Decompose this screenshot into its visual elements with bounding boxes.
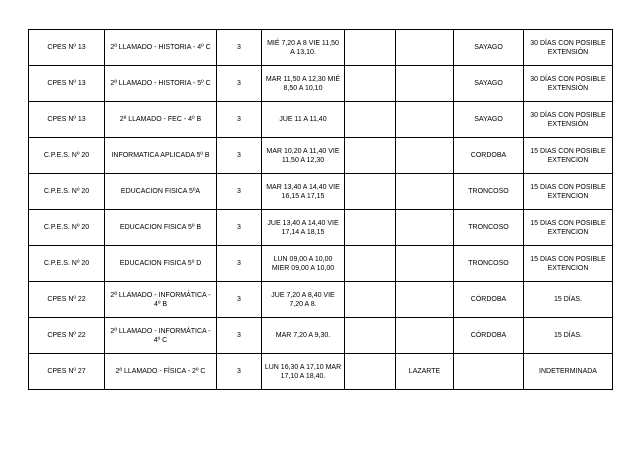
schedule-cell: MAR 11,50 A 12,30 MIÉ 8,50 A 10,10	[262, 66, 345, 102]
institution-cell: C.P.E.S. Nº 20	[29, 174, 105, 210]
duration-cell: 15 DIAS CON POSIBLE EXTENCION	[524, 174, 613, 210]
institution-cell: CPES Nº 22	[29, 318, 105, 354]
location-cell: SAYAGO	[454, 102, 524, 138]
duration-cell: 15 DIAS CON POSIBLE EXTENCION	[524, 246, 613, 282]
duration-cell: INDETERMINADA	[524, 354, 613, 390]
blank-cell	[345, 246, 396, 282]
institution-cell: CPES Nº 13	[29, 102, 105, 138]
table-row	[29, 318, 613, 354]
location-cell: TRONCOSO	[454, 210, 524, 246]
location-cell: SAYAGO	[454, 30, 524, 66]
institution-cell: CPES Nº 13	[29, 30, 105, 66]
hours-cell: 3	[217, 282, 262, 318]
table-row	[29, 210, 613, 246]
blank-cell	[345, 30, 396, 66]
table-row	[29, 246, 613, 282]
schedule-cell: JUE 13,40 A 14,40 VIE 17,14 A 18,15	[262, 210, 345, 246]
table-row	[29, 102, 613, 138]
subject-cell: EDUCACION FISICA 5º D	[105, 246, 217, 282]
location-cell: CORDOBA	[454, 138, 524, 174]
subject-cell: 2ª LLAMADO - HISTORIA - 5º C	[105, 66, 217, 102]
hours-cell: 3	[217, 354, 262, 390]
substitute-cell	[396, 282, 454, 318]
duration-cell: 15 DÍAS.	[524, 282, 613, 318]
schedule-cell: MAR 7,20 A 9,30.	[262, 318, 345, 354]
substitute-cell	[396, 66, 454, 102]
location-cell: CÓRDOBA	[454, 282, 524, 318]
schedule-cell: MAR 10,20 A 11,40 VIE 11,50 A 12,30	[262, 138, 345, 174]
blank-cell	[345, 354, 396, 390]
blank-cell	[345, 102, 396, 138]
substitute-cell	[396, 102, 454, 138]
table-row	[29, 138, 613, 174]
subject-cell: 2ª LLAMADO - HISTORIA - 4º C	[105, 30, 217, 66]
subject-cell: 2ª LLAMADO - INFORMÁTICA - 4º B	[105, 282, 217, 318]
institution-cell: CPES Nº 27	[29, 354, 105, 390]
hours-cell: 3	[217, 30, 262, 66]
blank-cell	[345, 318, 396, 354]
blank-cell	[345, 282, 396, 318]
table-body	[29, 30, 613, 390]
duration-cell: 15 DÍAS.	[524, 318, 613, 354]
location-cell: TRONCOSO	[454, 246, 524, 282]
hours-cell: 3	[217, 138, 262, 174]
schedule-cell: LUN 16,30 A 17,10 MAR 17,10 A 18,40.	[262, 354, 345, 390]
subject-cell: 2ª LLAMADO - INFORMÁTICA - 4º C	[105, 318, 217, 354]
substitute-cell	[396, 138, 454, 174]
institution-cell: C.P.E.S. Nº 20	[29, 138, 105, 174]
hours-cell: 3	[217, 318, 262, 354]
subject-cell: EDUCACION FISICA 5ºA	[105, 174, 217, 210]
duration-cell: 30 DÍAS CON POSIBLE EXTENSIÓN	[524, 102, 613, 138]
location-cell: SAYAGO	[454, 66, 524, 102]
substitute-cell	[396, 318, 454, 354]
location-cell: CÓRDOBA	[454, 318, 524, 354]
table-row	[29, 354, 613, 390]
substitute-cell	[396, 246, 454, 282]
schedule-cell: MIÉ 7,20 A 8 VIE 11,50 A 13,10.	[262, 30, 345, 66]
subject-cell: 2ª LLAMADO - FÍSICA - 2º C	[105, 354, 217, 390]
institution-cell: C.P.E.S. Nº 20	[29, 246, 105, 282]
subject-cell: 2ª LLAMADO - FEC - 4º B	[105, 102, 217, 138]
substitute-cell	[396, 210, 454, 246]
hours-cell: 3	[217, 102, 262, 138]
blank-cell	[345, 174, 396, 210]
blank-cell	[345, 66, 396, 102]
institution-cell: C.P.E.S. Nº 20	[29, 210, 105, 246]
subject-cell: INFORMATICA APLICADA 5º B	[105, 138, 217, 174]
schedule-cell: MAR 13,40 A 14,40 VIE 16,15 A 17,15	[262, 174, 345, 210]
duration-cell: 15 DIAS CON POSIBLE EXTENCION	[524, 210, 613, 246]
institution-cell: CPES Nº 22	[29, 282, 105, 318]
substitute-cell: LAZARTE	[396, 354, 454, 390]
subject-cell: EDUCACION FISICA 5º B	[105, 210, 217, 246]
table-row	[29, 30, 613, 66]
vacancy-table	[28, 29, 613, 390]
location-cell	[454, 354, 524, 390]
duration-cell: 30 DÍAS CON POSIBLE EXTENSIÓN	[524, 66, 613, 102]
schedule-cell: JUE 11 A 11,40	[262, 102, 345, 138]
hours-cell: 3	[217, 174, 262, 210]
table-row	[29, 282, 613, 318]
substitute-cell	[396, 174, 454, 210]
hours-cell: 3	[217, 210, 262, 246]
institution-cell: CPES Nº 13	[29, 66, 105, 102]
duration-cell: 30 DÍAS CON POSIBLE EXTENSIÓN	[524, 30, 613, 66]
table-row	[29, 66, 613, 102]
hours-cell: 3	[217, 66, 262, 102]
blank-cell	[345, 138, 396, 174]
schedule-cell: LUN 09,00 A 10,00 MIER 09,00 A 10,00	[262, 246, 345, 282]
hours-cell: 3	[217, 246, 262, 282]
schedule-cell: JUE 7,20 A 8,40 VIE 7,20 A 8.	[262, 282, 345, 318]
location-cell: TRONCOSO	[454, 174, 524, 210]
blank-cell	[345, 210, 396, 246]
duration-cell: 15 DIAS CON POSIBLE EXTENCION	[524, 138, 613, 174]
table-row	[29, 174, 613, 210]
substitute-cell	[396, 30, 454, 66]
